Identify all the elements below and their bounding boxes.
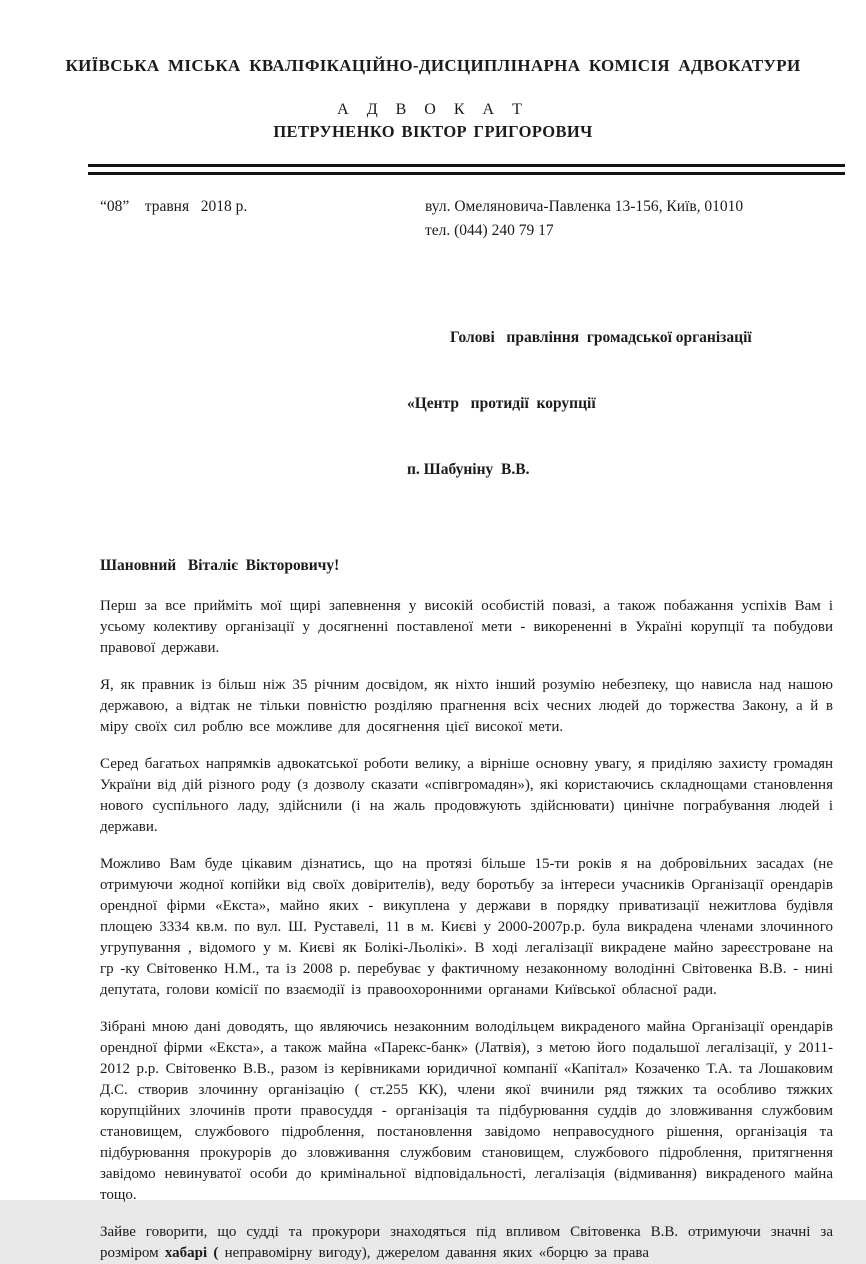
salutation: Шановний Віталіє Вікторовичу! [100,557,340,574]
sender-address-line: вул. Омеляновича-Павленка 13-156, Київ, 01010 [425,198,744,215]
paragraph-5: Зібрані мною дані доводять, що являючись незаконним володільцем викраденого майна Організації орендарів орендної фірми «Екста», а також майна «Парекс-банк» (Латвія), з метою його подальшої легалізації, у 2011- 2012 р.р. Світовенко В.В., разом із керівниками юридичної компанії «Капітал» Козаченко Т.А. та Лошаковим Д.С. створив злочинну організацію ( ст.255 КК), члени якої вчинили ряд тяжких та особливо тяжких корупційних злочинів проти правосуддя - організація та підбурювання суддів до зловживання службовим становищем, службового підроблення, постановлення завідомо неправосудного рішення, організація та підбурювання прокурорів до зловживання службовим становищем, службового підроблення, притягнення завідомо невинуватої особи до кримінальної відповідальності, легалізація (відмивання) викраденого майна тощо. [100,1019,833,1203]
letter-body [100,596,833,1264]
closing-text-start: Зайве говорити, що судді та прокурори знаходяться під впливом Світовенка В.В. отримуючи значні за розміром [100,1224,833,1261]
rule-line-bottom [88,172,845,175]
recipient-line-2: «Центр протидії корупції [407,395,596,412]
sender-phone-line: тел. (044) 240 79 17 [425,222,554,239]
sender-address-block [425,195,833,243]
recipient-block [407,283,833,525]
letterhead-advocate-label: А Д В О К А Т [337,101,529,118]
letterhead-commission-title: КИЇВСЬКА МІСЬКА КВАЛІФІКАЦІЙНО-ДИСЦИПЛІНАРНА КОМІСІЯ АДВОКАТУРИ [65,56,801,75]
paragraph-2: Я, як правник із більш ніж 35 річним досвідом, як ніхто інший розумію небезпеку, що нависла над нашою державою, а відтак не тільки повністю розділяю прагнення всіх чесних людей до торжества Закону, а й в міру своїх сил роблю все можливе для досягнення цієї високої мети. [100,677,833,735]
recipient-line-3: п. Шабуніну В.В. [407,461,530,478]
closing-text-bold: хабарі ( [164,1245,219,1261]
paragraph-6 [100,1222,833,1264]
letterhead [0,56,866,142]
double-horizontal-rule [88,164,845,175]
letter-date: “08” травня 2018 р. [100,198,248,215]
letterhead-advocate-name: ПЕТРУНЕНКО ВІКТОР ГРИГОРОВИЧ [273,122,593,141]
closing-text-end: неправомірну вигоду), джерелом давання яких «борцю за права [218,1245,649,1261]
paragraph-3: Серед багатьох напрямків адвокатської роботи велику, а вірніше основну увагу, я приділяю захисту громадян України від дій різного роду (з дозволу сказати «співгромадян»), які користаючись складнощами становлення нового суспільного ладу, здійснили (і на жаль продовжують здійснювати) цинічне пограбування людей і держави. [100,756,833,835]
rule-line-top [88,164,845,167]
meta-row [100,195,833,243]
recipient-line-1: Голові правління громадської організації [450,329,752,346]
paragraph-4: Можливо Вам буде цікавим дізнатись, що на протязі більше 15-ти років я на добровільних засадах (не отримуючи жодної копійки від своїх довірителів), веду боротьбу за інтереси учасників Організації орендарів орендної фірми «Екста», майно яких - викуплена у держави в порядку приватизації нежитлова будівля площею 3334 кв.м. по вул. Ш. Руставелі, 11 в м. Києві у 2000-2007р.р. була викрадена членами злочинного угрупування , відомого у м. Києві як Болікі-Льолікі». В ході легалізації викрадене майно зареєстроване на гр -ку Світовенко Н.М., та із 2008 р. перебуває у фактичному незаконному володінні Світовенка В.В. - нині депутата, голови комісії по взаємодії із правоохоронними органами Київської обласної ради. [100,856,833,998]
paragraph-1: Перш за все прийміть мої щирі запевнення у високій особистій повазі, а також побажання успіхів Вам і усьому колективу організації у досягненні поставленої мети - викорененні в Україні корупції та побудови правової держави. [100,598,833,656]
